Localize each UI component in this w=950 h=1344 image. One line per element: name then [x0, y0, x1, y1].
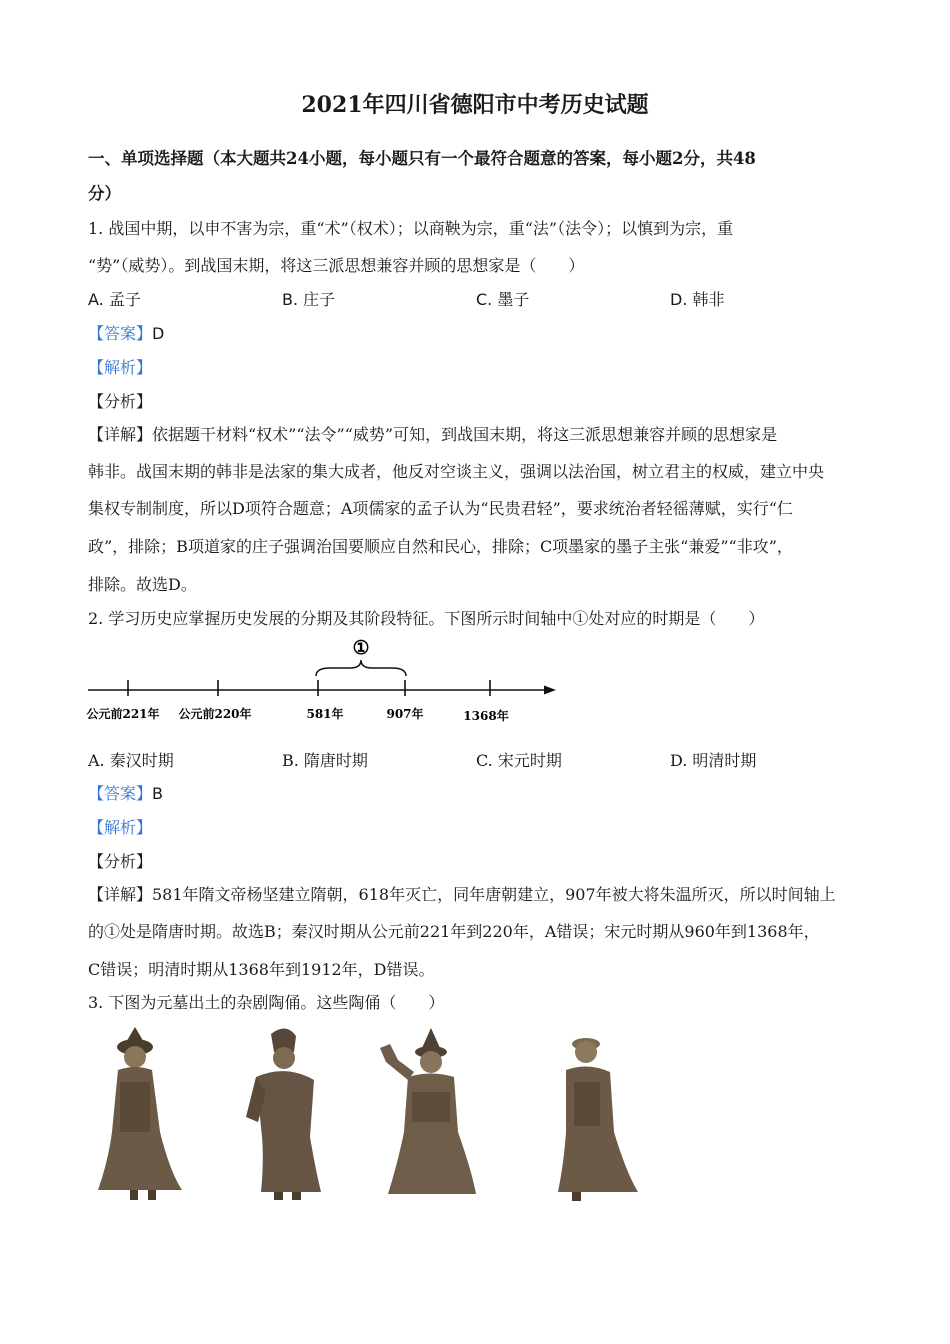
- q1-stem-line1: 1. 战国中期，以申不害为宗，重“术”（权术）；以商鞅为宗，重“法”（法令）；以慎到为宗，重: [88, 219, 734, 238]
- q2-detail-line3: C错误；明清时期从1368年到1912年，D错误。: [88, 960, 435, 979]
- timeline-tick-label-2: 公元前220年: [178, 707, 252, 721]
- q2-detail-line2: 的①处是隋唐时期。故选B；秦汉时期从公元前221年到220年，A错误；宋元时期从960年到1368年，: [88, 922, 820, 941]
- q1-detail-line4: 政”，排除；B项道家的庄子强调治国要顺应自然和民心，排除；C项墨家的墨子主张“兼爱”“非攻”，: [88, 537, 793, 556]
- page-title: 2021年四川省德阳市中考历史试题: [301, 92, 649, 118]
- q3-stem: 3. 下图为元墓出土的杂剧陶俑。这些陶俑（ ）: [88, 993, 445, 1012]
- q2-stem: 2. 学习历史应掌握历史发展的分期及其阶段特征。下图所示时间轴中①处对应的时期是（ ）: [88, 609, 765, 628]
- figurine-image-3: [376, 1022, 486, 1204]
- q2-option-a: A. 秦汉时期: [88, 751, 174, 770]
- q1-detail-line5: 排除。故选D。: [88, 575, 197, 594]
- q2-answer-value: B: [152, 784, 163, 803]
- q1-option-c: C. 墨子: [476, 290, 530, 309]
- q1-detail-line3: 集权专制制度，所以D项符合题意；A项儒家的孟子认为“民贵君轻”，要求统治者轻徭薄赋，实行“仁: [88, 499, 793, 518]
- timeline-tick-label-4: 907年: [386, 707, 424, 721]
- q1-fenxi-tag: 【分析】: [88, 392, 153, 411]
- section-heading-line2: 分）: [88, 184, 121, 203]
- q1-option-b: B. 庄子: [282, 290, 336, 309]
- q2-option-d: D. 明清时期: [670, 751, 757, 770]
- q2-option-b: B. 隋唐时期: [282, 751, 368, 770]
- q1-detail-line2: 韩非。战国末期的韩非是法家的集大成者，他反对空谈主义，强调以法治国，树立君主的权威，建立中央: [88, 462, 825, 481]
- timeline-diagram: [80, 630, 570, 730]
- q1-option-a: A. 孟子: [88, 290, 141, 309]
- figurine-image-1: [90, 1022, 190, 1204]
- timeline-tick-label-5: 1368年: [463, 709, 509, 723]
- q2-detail-line1: 【详解】581年隋文帝杨坚建立隋朝，618年灭亡，同年唐朝建立，907年被大将朱温所灭，所以时间轴上: [88, 885, 836, 904]
- q1-answer-line: [88, 321, 164, 344]
- timeline-tick-label-1: 公元前221年: [86, 707, 160, 721]
- timeline-brace: [316, 660, 406, 676]
- q1-answer-tag: 【答案】: [88, 324, 153, 343]
- q2-answer-tag: 【答案】: [88, 784, 153, 803]
- figurine-image-4: [548, 1022, 648, 1204]
- figurine-image-2: [236, 1022, 336, 1204]
- timeline-tick-label-3: 581年: [306, 707, 344, 721]
- q2-answer-line: [88, 781, 163, 804]
- section-heading-line1: 一、单项选择题（本大题共24小题，每小题只有一个最符合题意的答案，每小题2分，共48: [88, 149, 756, 168]
- q2-fenxi-tag: 【分析】: [88, 852, 153, 871]
- q1-answer-value: D: [152, 324, 165, 343]
- q1-detail-line1: 【详解】依据题干材料“权术”“法令”“威势”可知，到战国末期，将这三派思想兼容并顾的思想家是: [88, 425, 778, 444]
- timeline-arrowhead: [544, 686, 556, 695]
- timeline-marker-label: ①: [352, 637, 370, 659]
- q1-analysis-tag: 【解析】: [88, 358, 153, 377]
- q1-option-d: D. 韩非: [670, 290, 725, 309]
- q2-option-c: C. 宋元时期: [476, 751, 562, 770]
- q2-analysis-tag: 【解析】: [88, 818, 153, 837]
- q1-stem-line2: “势”（威势）。到战国末期，将这三派思想兼容并顾的思想家是（ ）: [88, 256, 585, 275]
